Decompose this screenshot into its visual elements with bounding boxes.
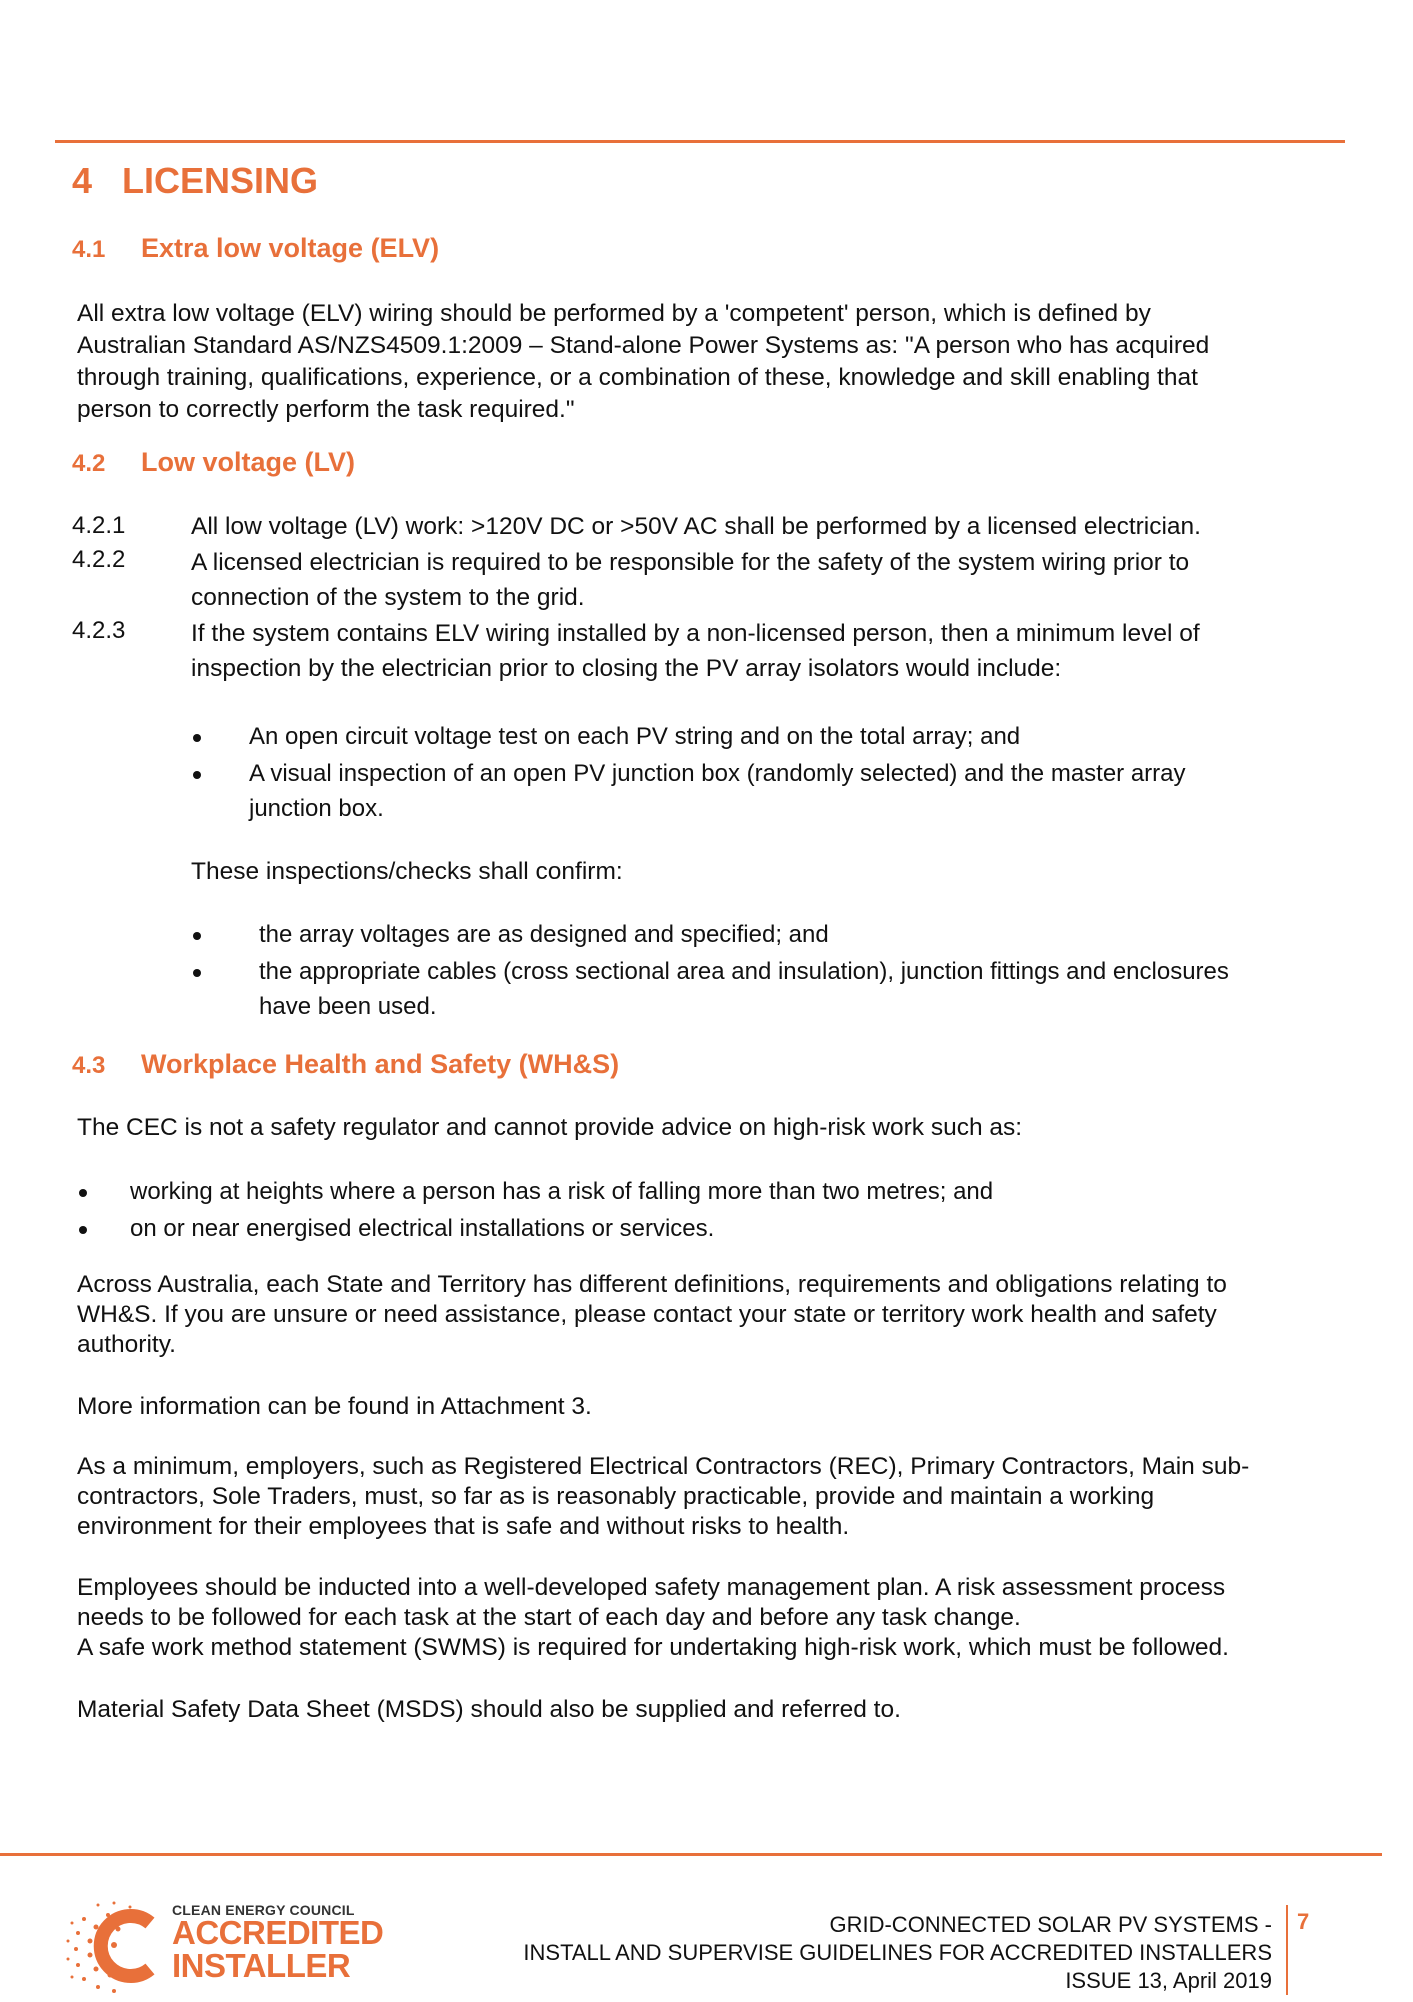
section-heading	[72, 160, 318, 202]
elv-paragraph	[77, 298, 1377, 426]
whs-paragraph-1	[77, 1270, 1227, 1360]
footer-title	[523, 1911, 1272, 1995]
footer-separator	[1286, 1905, 1288, 1995]
subsection-title: Low voltage (LV)	[141, 447, 355, 477]
list-item-text: have been used.	[259, 993, 437, 1020]
subsection-number: 4.3	[72, 1052, 106, 1079]
list-item-text: An open circuit voltage test on each PV string and on the total array; and	[249, 723, 1021, 750]
sunburst-c-icon	[62, 1887, 172, 1997]
bullet-icon	[79, 1226, 87, 1234]
subsection-heading-4-3	[72, 1049, 619, 1080]
bullet-icon	[193, 969, 201, 977]
list-item: on or near energised electrical installations or services.	[130, 1215, 715, 1242]
paragraph-line: Employees should be inducted into a well-developed safety management plan. A risk assessment process	[77, 1574, 1226, 1601]
whs-paragraph-4	[77, 1573, 1229, 1663]
paragraph-line: A licensed electrician is required to be responsible for the safety of the system wiring prior to	[191, 549, 1190, 576]
list-item: working at heights where a person has a risk of falling more than two metres; and	[130, 1178, 994, 1205]
list-item-text: the appropriate cables (cross sectional area and insulation), junction fittings and enclosures	[259, 958, 1229, 985]
clause-number: 4.2.2	[72, 546, 126, 573]
whs-paragraph-2: More information can be found in Attachment 3.	[77, 1393, 592, 1420]
clause-text	[191, 511, 1201, 543]
subsection-number: 4.1	[72, 236, 106, 263]
page-number: 7	[1297, 1909, 1310, 1934]
paragraph-line: authority.	[77, 1331, 176, 1358]
paragraph-line: connection of the system to the grid.	[191, 584, 585, 611]
logo-org-name: CLEAN ENERGY COUNCIL	[172, 1902, 355, 1918]
paragraph-line: person to correctly perform the task required."	[77, 396, 575, 423]
footer-rule	[0, 1853, 1382, 1856]
paragraph-line: WH&S. If you are unsure or need assistance, please contact your state or territory work health and safety	[77, 1301, 1217, 1328]
subsection-heading-4-1	[72, 233, 439, 264]
logo-line-1: ACCREDITED	[172, 1914, 384, 1951]
clause-text	[191, 616, 1200, 686]
paragraph-line: All low voltage (LV) work: >120V DC or >50V AC shall be performed by a licensed electrician.	[191, 513, 1201, 540]
paragraph-line: needs to be followed for each task at the start of each day and before any task change.	[77, 1604, 1021, 1631]
list-item	[249, 756, 1186, 826]
paragraph-line: contractors, Sole Traders, must, so far as is reasonably practicable, provide and maintain a working	[77, 1483, 1155, 1510]
whs-intro: The CEC is not a safety regulator and cannot provide advice on high-risk work such as:	[77, 1114, 1023, 1141]
paragraph-line: through training, qualifications, experience, or a combination of these, knowledge and skill enabling that	[77, 364, 1198, 391]
subsection-title: Workplace Health and Safety (WH&S)	[141, 1049, 620, 1079]
whs-paragraph-3	[77, 1452, 1249, 1542]
paragraph-line: A safe work method statement (SWMS) is required for undertaking high-risk work, which must be followed.	[77, 1634, 1229, 1661]
confirm-text: These inspections/checks shall confirm:	[191, 858, 623, 885]
list-item-text: the array voltages are as designed and specified; and	[259, 921, 829, 948]
list-item	[249, 719, 1020, 754]
paragraph-line: environment for their employees that is safe and without risks to health.	[77, 1513, 850, 1540]
list-item-text: junction box.	[249, 795, 384, 822]
paragraph-line: If the system contains ELV wiring installed by a non-licensed person, then a minimum level of	[191, 620, 1200, 647]
paragraph-line: Across Australia, each State and Territory has different definitions, requirements and obligations relating to	[77, 1271, 1227, 1298]
subsection-number: 4.2	[72, 450, 106, 477]
top-rule	[55, 140, 1345, 143]
bullet-icon	[79, 1189, 87, 1197]
subsection-title: Extra low voltage (ELV)	[141, 233, 440, 263]
clause-number: 4.2.1	[72, 512, 126, 539]
paragraph-line: All extra low voltage (ELV) wiring should be performed by a 'competent' person, which is defined by	[77, 300, 1151, 327]
bullet-icon	[193, 734, 201, 742]
paragraph-line: inspection by the electrician prior to closing the PV array isolators would include:	[191, 655, 1062, 682]
clause-text	[191, 545, 1189, 615]
whs-paragraph-5: Material Safety Data Sheet (MSDS) should also be supplied and referred to.	[77, 1696, 901, 1723]
paragraph-line: As a minimum, employers, such as Registered Electrical Contractors (REC), Primary Contractors, Main sub-	[77, 1453, 1250, 1480]
clause-number: 4.2.3	[72, 617, 126, 644]
footer-title-line-1: GRID-CONNECTED SOLAR PV SYSTEMS -	[829, 1912, 1272, 1937]
subsection-heading-4-2	[72, 447, 355, 478]
list-item	[259, 917, 829, 952]
footer-title-line-2: INSTALL AND SUPERVISE GUIDELINES FOR ACCREDITED INSTALLERS	[523, 1940, 1272, 1965]
paragraph-line: Australian Standard AS/NZS4509.1:2009 – Stand-alone Power Systems as: "A person who has acquired	[77, 332, 1210, 359]
list-item-text: A visual inspection of an open PV junction box (randomly selected) and the master array	[249, 760, 1186, 787]
section-title: LICENSING	[122, 160, 319, 201]
logo-line-2: INSTALLER	[172, 1947, 351, 1984]
bullet-icon	[193, 932, 201, 940]
list-item	[259, 954, 1229, 1024]
bullet-icon	[193, 771, 201, 779]
section-number: 4	[72, 160, 93, 201]
footer-issue: ISSUE 13, April 2019	[1065, 1968, 1272, 1993]
